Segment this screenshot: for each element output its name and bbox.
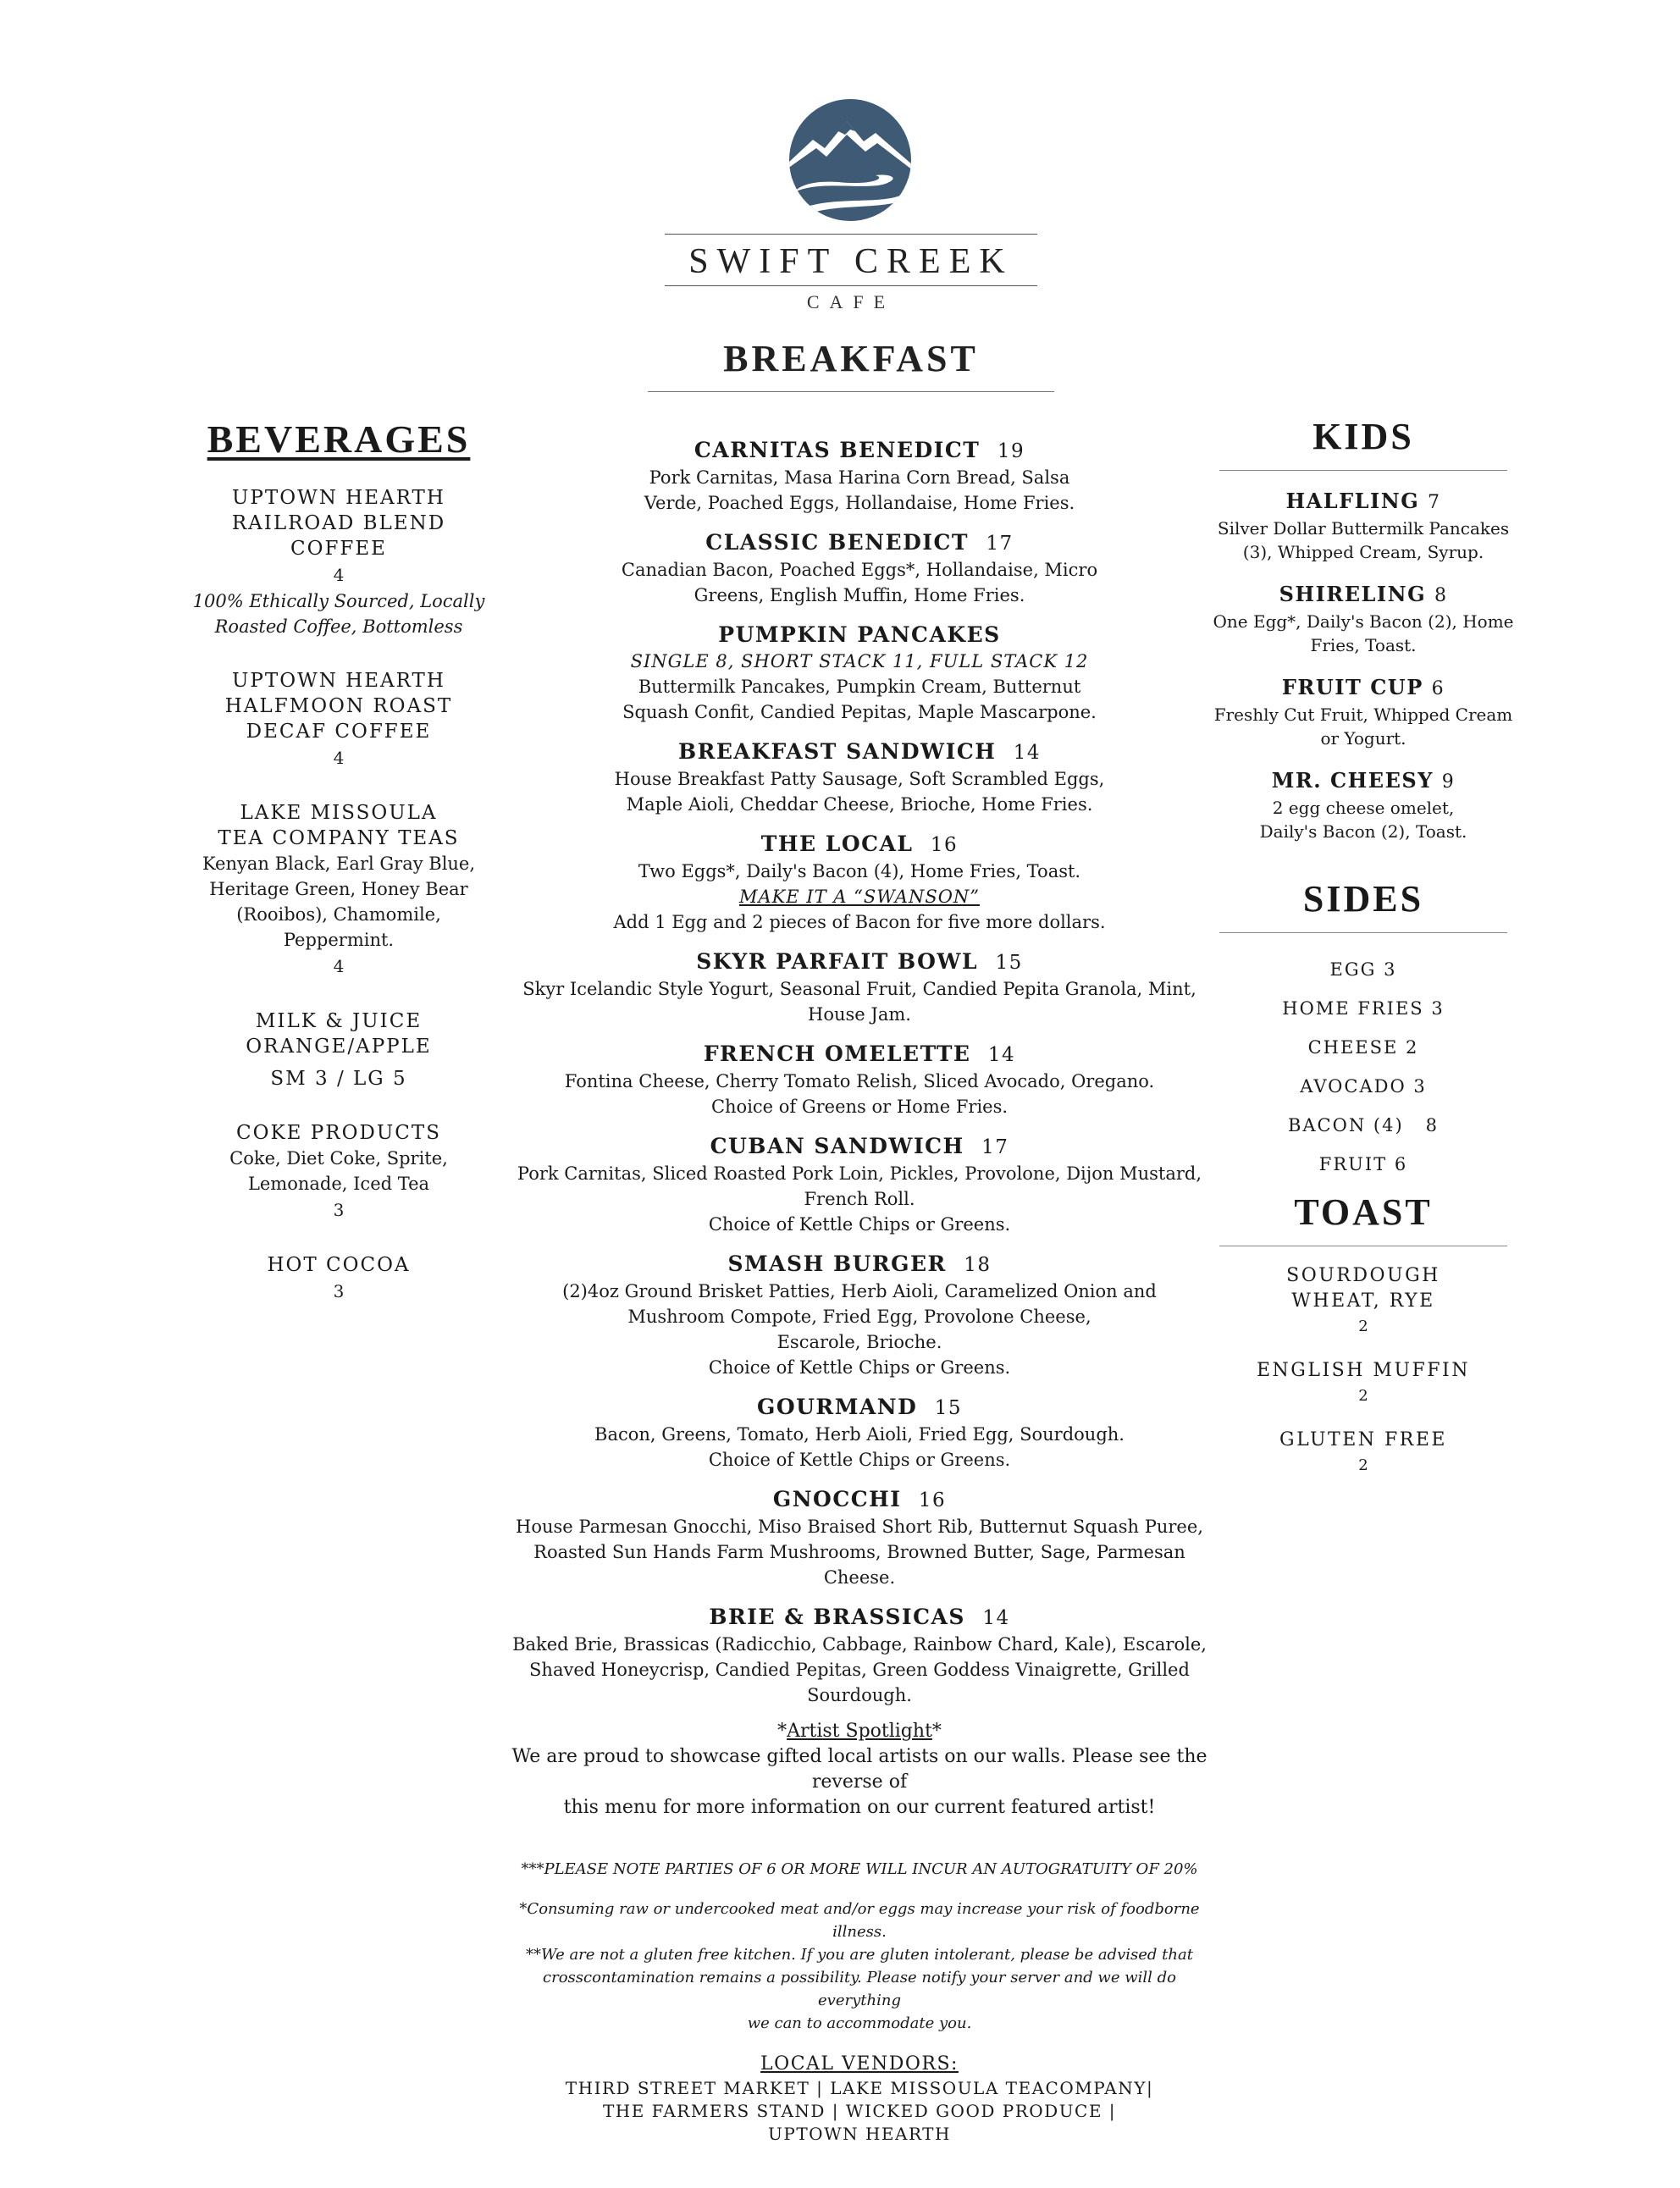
- item-name: SKYR PARFAIT BOWL: [696, 949, 979, 974]
- beverage-price: 3: [333, 1281, 345, 1301]
- item-desc: Choice of Kettle Chips or Greens.: [708, 1357, 1011, 1378]
- kids-name: SHIRELING: [1279, 582, 1427, 606]
- item-desc: Maple Aioli, Cheddar Cheese, Brioche, Home Fries.: [626, 794, 1093, 815]
- item-price: 14: [987, 1044, 1016, 1066]
- right-column: [1202, 415, 1524, 1497]
- toast-name: SOURDOUGH: [1286, 1265, 1440, 1286]
- beverage-name: COFFEE: [290, 538, 387, 560]
- toast-price: 2: [1358, 1387, 1368, 1405]
- item-desc: Choice of Kettle Chips or Greens.: [708, 1450, 1011, 1470]
- kids-name: FRUIT CUP: [1281, 675, 1423, 699]
- item-desc: Shaved Honeycrisp, Candied Pepitas, Green Goddess Vinaigrette, Grilled: [529, 1660, 1190, 1680]
- item-name: CLASSIC BENEDICT: [705, 530, 969, 555]
- menu-title: BREAKFAST: [723, 338, 979, 379]
- toast-item: [1202, 1263, 1524, 1340]
- item-name: CUBAN SANDWICH: [710, 1134, 964, 1158]
- item-upgrade-desc: Add 1 Egg and 2 pieces of Bacon for five more dollars.: [613, 912, 1106, 932]
- kids-desc: Silver Dollar Buttermilk Pancakes: [1217, 518, 1510, 539]
- item-desc: Two Eggs*, Daily's Bacon (4), Home Fries, Toast.: [638, 861, 1081, 881]
- side-item: HOME FRIES 3: [1282, 998, 1445, 1019]
- vendor-line: THIRD STREET MARKET | LAKE MISSOULA TEACOMPANY|: [565, 2078, 1154, 2098]
- brand-sub: CAFE: [806, 291, 896, 312]
- item-name: GOURMAND: [756, 1395, 918, 1419]
- menu-item: [500, 1251, 1219, 1380]
- beverage-name: UPTOWN HEARTH: [232, 487, 445, 509]
- kids-desc: One Egg*, Daily's Bacon (2), Home: [1213, 611, 1514, 632]
- toast-name: WHEAT, RYE: [1291, 1290, 1435, 1312]
- vendors-heading: LOCAL VENDORS:: [760, 2053, 959, 2075]
- item-desc: Canadian Bacon, Poached Eggs*, Hollandaise, Micro: [621, 560, 1098, 580]
- item-desc: Bacon, Greens, Tomato, Herb Aioli, Fried Egg, Sourdough.: [594, 1424, 1125, 1445]
- item-name: GNOCCHI: [772, 1487, 902, 1511]
- raw-warning-line: illness.: [832, 1923, 887, 1941]
- item-title: [500, 1604, 1219, 1632]
- item-title: [500, 1394, 1219, 1422]
- kids-price: 9: [1441, 771, 1456, 793]
- beverage-item: [178, 1008, 500, 1091]
- item-desc: House Parmesan Gnocchi, Miso Braised Short Rib, Butternut Squash Puree,: [516, 1517, 1203, 1537]
- item-variants: SINGLE 8, SHORT STACK 11, FULL STACK 12: [630, 651, 1089, 671]
- brand-block: [665, 234, 1037, 313]
- menu-item: [500, 437, 1219, 516]
- item-price: 19: [997, 440, 1025, 462]
- beverage-item: [178, 1120, 500, 1224]
- menu-item: [500, 529, 1219, 608]
- kids-list: [1202, 488, 1524, 843]
- toast-name: ENGLISH MUFFIN: [1257, 1360, 1470, 1381]
- sides-heading: SIDES: [1219, 877, 1507, 933]
- item-title: [500, 1486, 1219, 1514]
- item-price: 15: [934, 1397, 962, 1419]
- spotlight-title-text: Artist Spotlight: [787, 1721, 932, 1742]
- item-title: [500, 831, 1219, 859]
- artist-spotlight-title: [500, 1719, 1219, 1744]
- kids-price: 7: [1428, 492, 1441, 513]
- kids-desc: or Yogurt.: [1320, 728, 1406, 749]
- item-price: 15: [995, 952, 1023, 974]
- brand-bottom-rule: [665, 285, 1037, 286]
- side-item: FRUIT 6: [1318, 1154, 1408, 1174]
- spotlight-star-pre: *: [777, 1721, 788, 1742]
- side-item: AVOCADO 3: [1300, 1076, 1427, 1097]
- vendor-line: THE FARMERS STAND | WICKED GOOD PRODUCE |: [602, 2101, 1117, 2121]
- kids-desc: 2 egg cheese omelet,: [1272, 798, 1455, 818]
- side-item: BACON (4) 8: [1287, 1115, 1440, 1135]
- beverage-name: TEA COMPANY TEAS: [218, 827, 460, 849]
- menu-item: [500, 948, 1219, 1027]
- kids-desc: Freshly Cut Fruit, Whipped Cream: [1213, 704, 1513, 725]
- menu-item: [500, 1041, 1219, 1119]
- item-title: [500, 1041, 1219, 1069]
- kids-desc: (3), Whipped Cream, Syrup.: [1242, 542, 1484, 562]
- item-title: [500, 437, 1219, 465]
- breakfast-column: [500, 437, 1219, 1721]
- spotlight-line: We are proud to showcase gifted local artists on our walls. Please see the reverse of: [511, 1746, 1208, 1793]
- item-price: 18: [964, 1254, 992, 1276]
- item-desc: Pork Carnitas, Sliced Roasted Pork Loin, Pickles, Provolone, Dijon Mustard,: [517, 1163, 1202, 1184]
- item-price: 16: [930, 834, 959, 856]
- kids-item: [1202, 488, 1524, 564]
- menu-item: [500, 1394, 1219, 1472]
- item-name: BREAKFAST SANDWICH: [677, 739, 997, 764]
- beverages-heading: BEVERAGES: [207, 417, 471, 461]
- kids-desc: Daily's Bacon (2), Toast.: [1259, 821, 1467, 842]
- item-name: THE LOCAL: [760, 832, 914, 856]
- menu-item: [500, 1133, 1219, 1237]
- toast-price: 2: [1358, 1456, 1368, 1474]
- menu-item: [500, 831, 1219, 935]
- item-desc: Sourdough.: [807, 1685, 912, 1705]
- item-price: 14: [1013, 742, 1042, 764]
- beverage-price: 4: [333, 565, 345, 585]
- beverage-item: [178, 800, 500, 980]
- item-desc: Mushroom Compote, Fried Egg, Provolone Cheese,: [627, 1307, 1091, 1327]
- kids-name: MR. CHEESY: [1271, 768, 1434, 793]
- brand-name: SWIFT CREEK: [688, 242, 1014, 281]
- item-title: [500, 1251, 1219, 1279]
- item-desc: French Roll.: [804, 1189, 915, 1209]
- beverage-name: UPTOWN HEARTH: [232, 670, 445, 692]
- kids-name: HALFLING: [1285, 489, 1420, 513]
- beverage-price: 4: [333, 748, 345, 768]
- spotlight-line: this menu for more information on our current featured artist!: [563, 1797, 1156, 1818]
- beverage-desc: (Rooibos), Chamomile,: [236, 904, 441, 925]
- item-title: [500, 622, 1219, 649]
- beverage-note: 100% Ethically Sourced, Locally: [192, 591, 485, 611]
- item-name: SMASH BURGER: [727, 1251, 947, 1276]
- item-desc: Escarole, Brioche.: [776, 1332, 942, 1352]
- side-item: CHEESE 2: [1307, 1037, 1419, 1058]
- gluten-note-line: **We are not a gluten free kitchen. If you are gluten intolerant, please be advised that: [526, 1946, 1193, 1964]
- spotlight-star-post: *: [931, 1721, 942, 1742]
- notes-block: [500, 1719, 1219, 2146]
- kids-item: [1202, 674, 1524, 750]
- beverage-desc: Lemonade, Iced Tea: [247, 1174, 430, 1194]
- kids-title: [1202, 581, 1524, 610]
- item-title: [500, 738, 1219, 766]
- raw-warning-line: *Consuming raw or undercooked meat and/or eggs may increase your risk of foodborne: [519, 1900, 1200, 1918]
- item-price: 14: [982, 1607, 1010, 1629]
- menu-item: [500, 738, 1219, 817]
- side-item: EGG 3: [1329, 959, 1397, 980]
- kids-price: 8: [1434, 585, 1448, 606]
- beverage-desc: Coke, Diet Coke, Sprite,: [229, 1148, 448, 1169]
- item-price: 17: [986, 533, 1014, 555]
- beverage-desc: Heritage Green, Honey Bear: [209, 879, 468, 899]
- mountain-river-logo-icon: [788, 97, 913, 223]
- kids-heading: KIDS: [1219, 415, 1507, 471]
- item-price: 17: [981, 1136, 1009, 1158]
- toast-price: 2: [1358, 1318, 1368, 1335]
- item-desc: (2)4oz Ground Brisket Patties, Herb Aioli, Caramelized Onion and: [562, 1281, 1157, 1301]
- item-desc: House Jam.: [808, 1004, 911, 1025]
- item-title: [500, 529, 1219, 557]
- kids-item: [1202, 581, 1524, 657]
- item-desc: Greens, English Muffin, Home Fries.: [694, 585, 1025, 605]
- beverage-price: 3: [333, 1200, 345, 1220]
- kids-title: [1202, 674, 1524, 703]
- beverage-name: ORANGE/APPLE: [246, 1036, 432, 1058]
- item-name: FRENCH OMELETTE: [703, 1042, 971, 1066]
- item-desc: Buttermilk Pancakes, Pumpkin Cream, Butternut: [638, 677, 1081, 697]
- beverage-name: COKE PRODUCTS: [236, 1122, 441, 1144]
- beverage-name: HALFMOON ROAST: [224, 695, 453, 717]
- item-desc: Baked Brie, Brassicas (Radicchio, Cabbage, Rainbow Chard, Kale), Escarole,: [512, 1634, 1207, 1655]
- item-desc: Skyr Icelandic Style Yogurt, Seasonal Fruit, Candied Pepita Granola, Mint,: [522, 979, 1196, 999]
- beverage-desc: Peppermint.: [283, 930, 395, 950]
- beverage-name: MILK & JUICE: [255, 1010, 423, 1032]
- item-desc: Pork Carnitas, Masa Harina Corn Bread, Salsa: [649, 467, 1070, 488]
- toast-heading: TOAST: [1219, 1191, 1507, 1246]
- gluten-note-line: we can to accommodate you.: [747, 2014, 972, 2032]
- beverage-name: LAKE MISSOULA: [240, 802, 438, 824]
- kids-title: [1202, 488, 1524, 517]
- item-desc: House Breakfast Patty Sausage, Soft Scrambled Eggs,: [614, 769, 1105, 789]
- item-title: [500, 948, 1219, 976]
- item-desc: Verde, Poached Eggs, Hollandaise, Home Fries.: [644, 493, 1075, 513]
- beverage-price: 4: [333, 956, 345, 976]
- item-name: PUMPKIN PANCAKES: [718, 622, 1001, 647]
- beverages-column: [178, 417, 500, 1334]
- beverage-size-price: SM 3 / LG 5: [270, 1068, 407, 1090]
- vendor-line: UPTOWN HEARTH: [768, 2124, 951, 2144]
- item-price: 16: [918, 1489, 947, 1511]
- kids-desc: Fries, Toast.: [1310, 635, 1417, 655]
- gratuity-note: ***PLEASE NOTE PARTIES OF 6 OR MORE WILL INCUR AN AUTOGRATUITY OF 20%: [521, 1860, 1198, 1878]
- item-desc: Choice of Kettle Chips or Greens.: [708, 1214, 1011, 1235]
- kids-item: [1202, 767, 1524, 843]
- menu-item: [500, 1486, 1219, 1590]
- item-desc: Choice of Greens or Home Fries.: [710, 1097, 1009, 1117]
- item-upgrade: MAKE IT A “SWANSON”: [738, 887, 981, 907]
- item-desc: Roasted Sun Hands Farm Mushrooms, Browned Butter, Sage, Parmesan: [533, 1542, 1185, 1562]
- toast-list: [1202, 1263, 1524, 1478]
- beverage-name: DECAF COFFEE: [246, 721, 432, 743]
- toast-item: [1202, 1428, 1524, 1478]
- item-name: BRIE & BRASSICAS: [709, 1605, 965, 1629]
- kids-title: [1202, 767, 1524, 796]
- beverage-item: [178, 1252, 500, 1305]
- menu-title-rule: [648, 391, 1054, 392]
- item-title: [500, 1133, 1219, 1161]
- gluten-note-line: crosscontamination remains a possibility. Please notify your server and we will do everything: [543, 1969, 1176, 2009]
- item-name: CARNITAS BENEDICT: [694, 438, 981, 462]
- menu-item: [500, 622, 1219, 725]
- toast-item: [1202, 1358, 1524, 1409]
- item-desc: Fontina Cheese, Cherry Tomato Relish, Sliced Avocado, Oregano.: [564, 1071, 1155, 1091]
- beverage-name: HOT COCOA: [267, 1254, 411, 1276]
- beverage-note: Roasted Coffee, Bottomless: [214, 616, 463, 637]
- beverage-desc: Kenyan Black, Earl Gray Blue,: [202, 854, 476, 874]
- beverage-item: [178, 668, 500, 771]
- menu-item: [500, 1604, 1219, 1708]
- beverage-name: RAILROAD BLEND: [231, 512, 446, 534]
- kids-price: 6: [1431, 678, 1445, 699]
- beverage-item: [178, 485, 500, 639]
- item-desc: Cheese.: [823, 1567, 896, 1588]
- toast-name: GLUTEN FREE: [1279, 1429, 1447, 1450]
- item-desc: Squash Confit, Candied Pepitas, Maple Mascarpone.: [622, 702, 1097, 722]
- sides-list: [1202, 950, 1524, 1184]
